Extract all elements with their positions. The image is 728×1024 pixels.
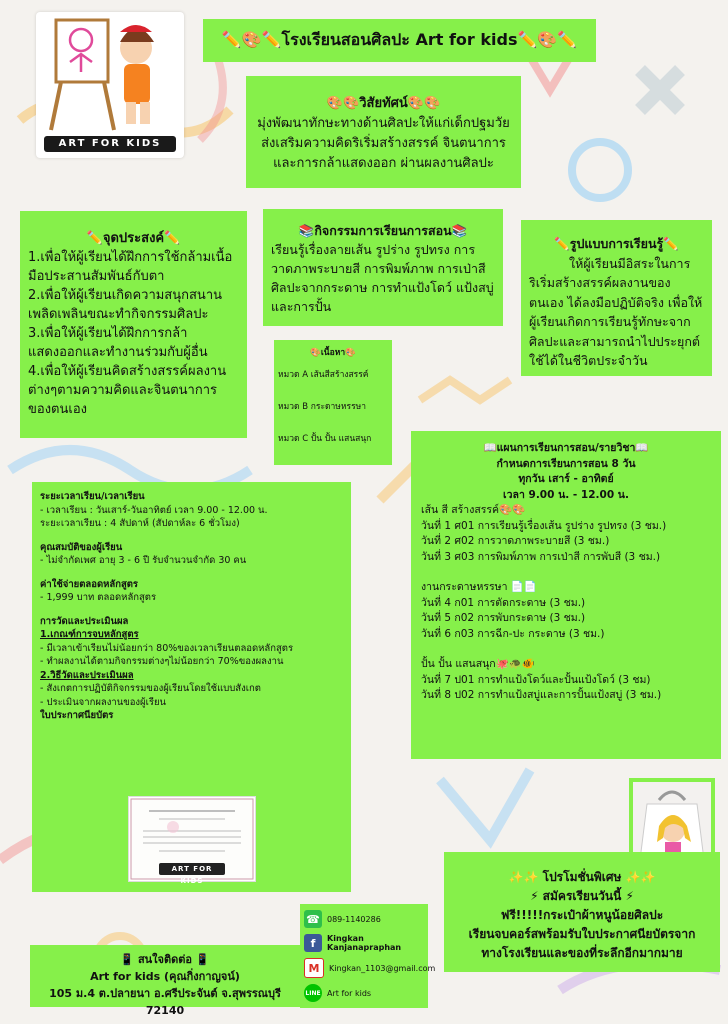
- promo-sub: ⚡ สมัครเรียนวันนี้ ⚡: [530, 889, 634, 903]
- vision-panel: [246, 76, 521, 188]
- content-panel: [274, 340, 392, 465]
- goal-panel: [20, 211, 247, 438]
- schedule-cert-label: ใบประกาศนียบัตร: [40, 710, 114, 721]
- content-item: หมวด B กระดาษหรรษา: [278, 402, 367, 412]
- phone-row[interactable]: [304, 910, 424, 928]
- contact-panel: [30, 945, 300, 1017]
- schedule-eval-sub: 2.วิธีวัดและประเมินผล: [40, 669, 134, 681]
- pattern-panel: [521, 220, 712, 376]
- email-address: Kingkan_1103@gmail.com: [329, 963, 436, 973]
- activity-panel: [263, 209, 503, 326]
- plan-item: วันที่ 1 ศ01 การเรียนรู้เรื่องเส้น รูปร่าง รูปทรง (3 ชม.): [421, 519, 667, 532]
- schedule-eval-line: - ประเมินจากผลงานของผู้เรียน: [40, 696, 167, 708]
- email-row[interactable]: [304, 958, 436, 978]
- schedule-time-line: - เวลาเรียน : วันเสาร์-วันอาทิตย์ เวลา 9.00 - 12.00 น.: [40, 504, 268, 516]
- schedule-time-title: ระยะเวลาเรียน/เวลาเรียน: [40, 491, 145, 502]
- content-heading: 🎨เนื้อหา🎨: [310, 348, 356, 358]
- plan-sub: กำหนดการเรียนการสอน 8 วัน: [496, 457, 636, 470]
- logo: [36, 12, 184, 158]
- plan-group-title: ปั้น ปั้น แสนสนุก🐙🐢🐠: [421, 658, 535, 670]
- promo-panel: [444, 852, 720, 972]
- activity-body: เรียนรู้เรื่องลายเส้น รูปร่าง รูปทรง การวาดภาพระบายสี การพิมพ์ภาพ การเป่าสี ศิลปะจากกระดาษ การทำแป้งโดว์ แป้งสบู่และการปั้น: [271, 242, 494, 314]
- pattern-body: ให้ผู้เรียนมีอิสระในการริเริ่มสร้างสรรค์ผลงานของตนเอง ได้ลงมือปฏิบัติจริง เพื่อให้ผู้เรียนเกิดการเรียนรู้ทักษะจากศิลปะและสามารถนำไปประยุกต์ใช้ได้ในชีวิตประจำวัน: [529, 255, 703, 368]
- gmail-icon: M: [304, 958, 324, 978]
- content-item: หมวด C ปั้น ปั้น แสนสนุก: [278, 434, 372, 444]
- plan-item: วันที่ 3 ศ03 การพิมพ์ภาพ การเป่าสี การพับสี (3 ชม.): [421, 550, 661, 563]
- goal-item: 1.เพื่อให้ผู้เรียนได้ฝึกการใช้กล้ามเนื้อมือประสานสัมพันธ์กับตา: [28, 250, 233, 284]
- plan-item: วันที่ 6 ก03 การฉีก-ปะ กระดาษ (3 ชม.): [421, 627, 605, 640]
- content-item: หมวด A เส้นสีสร้างสรรค์: [278, 370, 369, 380]
- plan-sub: เวลา 9.00 น. - 12.00 น.: [503, 488, 629, 501]
- goal-item: 2.เพื่อให้ผู้เรียนเกิดความสนุกสนานเพลิดเพลินขณะทำกิจกรรมศิลปะ: [28, 288, 223, 322]
- schedule-time-line: ระยะเวลาเรียน : 4 สัปดาห์ (สัปดาห์ละ 6 ชั่วโมง): [40, 518, 240, 529]
- certificate-logo: ART FOR KIDS: [159, 863, 225, 875]
- activity-heading: 📚กิจกรรมการเรียนการสอน📚: [298, 223, 468, 238]
- facebook-icon: f: [304, 934, 322, 952]
- line-icon: LINE: [304, 984, 322, 1002]
- schedule-eval-line: - ทำผลงานได้ตามกิจกรรมต่างๆไม่น้อยกว่า 70%ของผลงาน: [40, 656, 284, 667]
- goal-item: 3.เพื่อให้ผู้เรียนได้ฝึกการกล้าแสดงออกและทำงานร่วมกับผู้อื่น: [28, 326, 208, 360]
- contact-address: 105 ม.4 ต.ปลายนา อ.ศรีประจันต์ จ.สุพรรณบุรี 72140: [49, 987, 281, 1017]
- schedule-eval-title: การวัดและประเมินผล: [40, 615, 129, 627]
- page-title: [203, 19, 596, 62]
- plan-item: วันที่ 7 ป01 การทำแป้งโดว์และปั้นแป้งโดว์ (3 ชม): [421, 673, 651, 686]
- plan-item: วันที่ 5 ก02 การพับกระดาษ (3 ชม.): [421, 612, 586, 624]
- promo-heading: ✨✨ โปรโมชั่นพิเศษ ✨✨: [508, 870, 656, 884]
- goal-item: 4.เพื่อให้ผู้เรียนคิดสร้างสรรค์ผลงานต่างๆตามความคิดและจินตนาการของตนเอง: [28, 364, 227, 417]
- facebook-row[interactable]: [304, 934, 424, 952]
- plan-item: วันที่ 8 ป02 การทำแป้งสบู่และการปั้นแป้งสบู่ (3 ชม.): [421, 689, 662, 701]
- contact-name: Art for kids (คุณกิ่งกาญจน์): [90, 970, 240, 983]
- line-id: Art for kids: [327, 988, 372, 998]
- plan-group-title: งานกระดาษหรรษา 📄📄: [421, 581, 537, 593]
- certificate-image: [128, 796, 256, 885]
- logo-text: ART FOR KIDS: [44, 136, 176, 152]
- plan-group-title: เส้น สี สร้างสรรค์🎨🎨: [421, 504, 526, 516]
- facebook-name: Kingkan Kanjanapraphan: [327, 934, 402, 952]
- schedule-qual-line: - ไม่จำกัดเพศ อายุ 3 - 6 ปี รับจำนวนจำกัด 30 คน: [40, 555, 247, 566]
- schedule-eval-line: - สังเกตการปฏิบัติกิจกรรมของผู้เรียนโดยใช้แบบสังเกต: [40, 683, 261, 694]
- phone-number: 089-1140286: [327, 914, 381, 924]
- contact-heading: 📱 สนใจติดต่อ 📱: [120, 953, 210, 966]
- line-row[interactable]: [304, 984, 424, 1002]
- page-title-text: ✏️🎨✏️โรงเรียนสอนศิลปะ Art for kids✏️🎨✏️: [221, 30, 578, 49]
- vision-heading: 🎨🎨วิสัยทัศน์🎨🎨: [326, 96, 441, 111]
- plan-heading: 📖แผนการเรียนการสอน/รายวิชา📖: [483, 442, 649, 454]
- schedule-cost-line: - 1,999 บาท ตลอดหลักสูตร: [40, 592, 157, 603]
- vision-line: และการกล้าแสดงออก ผ่านผลงานศิลปะ: [273, 156, 494, 171]
- schedule-qual-title: คุณสมบัติของผู้เรียน: [40, 541, 123, 553]
- promo-line: เรียนจบคอร์สพร้อมรับใบประกาศนียบัตรจาก: [468, 927, 696, 941]
- goal-heading: ✏️จุดประสงค์✏️: [86, 231, 181, 246]
- schedule-cost-title: ค่าใช้จ่ายตลอดหลักสูตร: [40, 578, 139, 590]
- vision-line: มุ่งพัฒนาทักษะทางด้านศิลปะให้แก่เด็กปฐมวัย: [257, 116, 510, 131]
- promo-line: ฟรี!!!!!กระเป๋าผ้าหนูน้อยศิลปะ: [500, 908, 664, 922]
- vision-line: ส่งเสริมความคิดริเริ่มสร้างสรรค์ จินตนาการ: [261, 136, 506, 151]
- schedule-eval-line: - มีเวลาเข้าเรียนไม่น้อยกว่า 80%ของเวลาเรียนตลอดหลักสูตร: [40, 642, 294, 654]
- plan-panel: [411, 431, 721, 759]
- schedule-eval-sub: 1.เกณฑ์การจบหลักสูตร: [40, 629, 139, 640]
- pattern-heading: ✏️รูปแบบการเรียนรู้✏️: [554, 236, 679, 251]
- plan-item: วันที่ 2 ศ02 การวาดภาพระบายสี (3 ชม.): [421, 535, 610, 547]
- plan-item: วันที่ 4 ก01 การตัดกระดาษ (3 ชม.): [421, 596, 586, 609]
- promo-line: ทางโรงเรียนและของที่ระลึกอีกมากมาย: [481, 946, 683, 960]
- phone-icon: ☎: [304, 910, 322, 928]
- plan-sub: ทุกวัน เสาร์ - อาทิตย์: [518, 473, 614, 485]
- social-panel: [300, 904, 436, 1008]
